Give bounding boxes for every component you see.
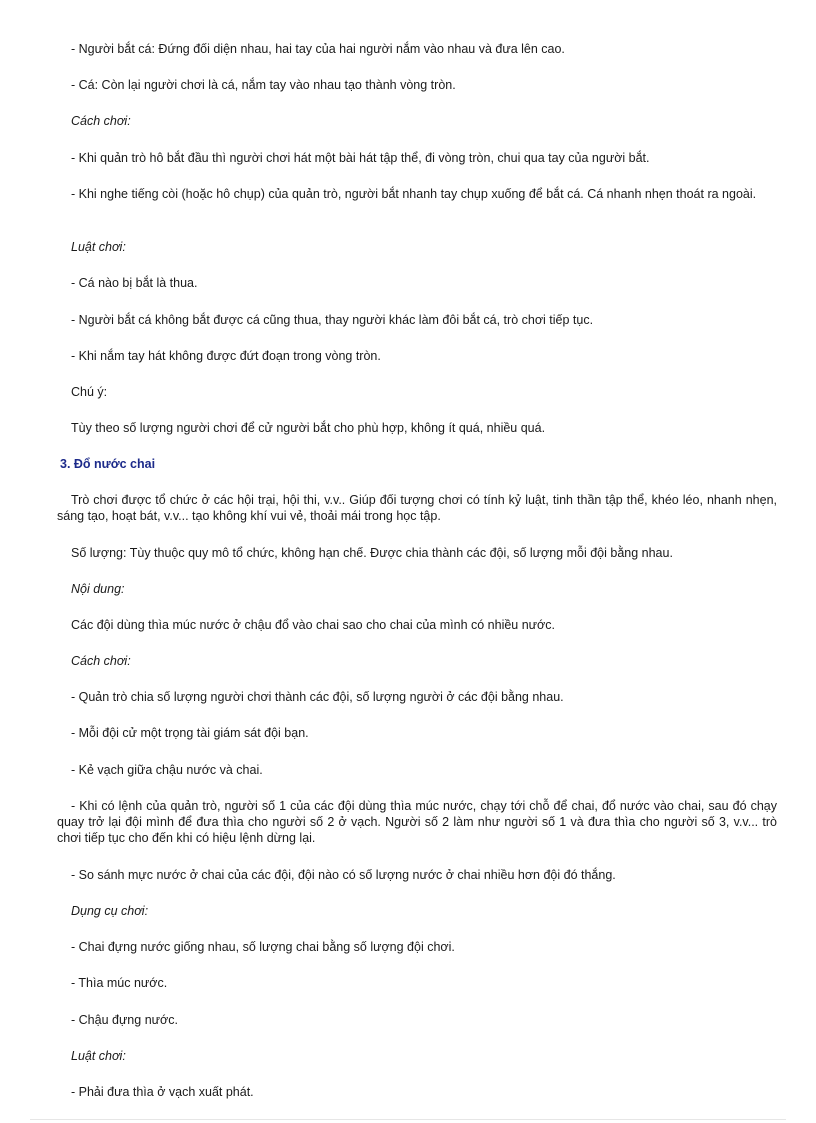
paragraph: - Người bắt cá: Đứng đối diện nhau, hai tay của hai người nắm vào nhau và đưa lên cao. bbox=[71, 42, 565, 56]
paragraph: Tùy theo số lượng người chơi để cử người bắt cho phù hợp, không ít quá, nhiều quá. bbox=[71, 421, 546, 435]
page-bottom-rule bbox=[30, 1119, 786, 1120]
subheading: Cách chơi: bbox=[71, 654, 131, 668]
section-heading: 3. Đổ nước chai bbox=[60, 457, 156, 471]
paragraph: - Khi có lệnh của quản trò, người số 1 của các đội dùng thìa múc nước, chạy tới chỗ để chai, đổ nước vào chai, sau đó chạy quay trở lại đội mình để đưa thìa cho người số 2 ở vạch. Người số 2 làm như người số 1 và đưa thìa cho người số 3, v.v... trò chơi tiếp tục cho đến khi có hiệu lệnh dừng lại. bbox=[57, 799, 777, 845]
paragraph: - Khi nắm tay hát không được đứt đoạn trong vòng tròn. bbox=[71, 349, 381, 363]
paragraph: - Cá: Còn lại người chơi là cá, nắm tay vào nhau tạo thành vòng tròn. bbox=[71, 78, 456, 92]
subheading: Cách chơi: bbox=[71, 114, 131, 128]
subheading: Dụng cụ chơi: bbox=[71, 904, 149, 918]
paragraph: - So sánh mực nước ở chai của các đội, đội nào có số lượng nước ở chai nhiều hơn đội đó thắng. bbox=[71, 868, 616, 882]
paragraph: - Thìa múc nước. bbox=[71, 976, 168, 990]
paragraph: - Khi quản trò hô bắt đầu thì người chơi hát một bài hát tập thể, đi vòng tròn, chui qua tay của người bắt. bbox=[71, 151, 650, 165]
paragraph: Các đội dùng thìa múc nước ở chậu đổ vào chai sao cho chai của mình có nhiều nước. bbox=[71, 618, 555, 632]
subheading: Luật chơi: bbox=[71, 240, 126, 254]
paragraph: - Cá nào bị bắt là thua. bbox=[71, 276, 198, 290]
paragraph: - Phải đưa thìa ở vạch xuất phát. bbox=[71, 1085, 254, 1099]
paragraph: - Quản trò chia số lượng người chơi thành các đội, số lượng người ở các đội bằng nhau. bbox=[71, 690, 564, 704]
paragraph: - Chai đựng nước giống nhau, số lượng chai bằng số lượng đội chơi. bbox=[71, 940, 455, 954]
paragraph: - Chậu đựng nước. bbox=[71, 1013, 178, 1027]
paragraph: - Mỗi đội cử một trọng tài giám sát đội bạn. bbox=[71, 726, 309, 740]
paragraph: Số lượng: Tùy thuộc quy mô tổ chức, không hạn chế. Được chia thành các đội, số lượng mỗi đội bằng nhau. bbox=[71, 546, 673, 560]
paragraph: - Khi nghe tiếng còi (hoặc hô chụp) của quản trò, người bắt nhanh tay chụp xuống để bắt cá. Cá nhanh nhẹn thoát ra ngoài. bbox=[71, 187, 757, 201]
paragraph: Trò chơi được tổ chức ở các hội trại, hội thi, v.v.. Giúp đối tượng chơi có tính kỷ luật, tinh thần tập thể, khéo léo, nhanh nhẹn, sáng tạo, hoạt bát, v.v... tạo không khí vui vẻ, thoải mái trong học tập. bbox=[57, 493, 777, 523]
paragraph: - Kẻ vạch giữa chậu nước và chai. bbox=[71, 763, 263, 777]
paragraph: - Người bắt cá không bắt được cá cũng thua, thay người khác làm đôi bắt cá, trò chơi tiếp tục. bbox=[71, 313, 594, 327]
subheading: Luật chơi: bbox=[71, 1049, 126, 1063]
subheading: Chú ý: bbox=[71, 385, 108, 399]
subheading: Nội dung: bbox=[71, 582, 125, 596]
